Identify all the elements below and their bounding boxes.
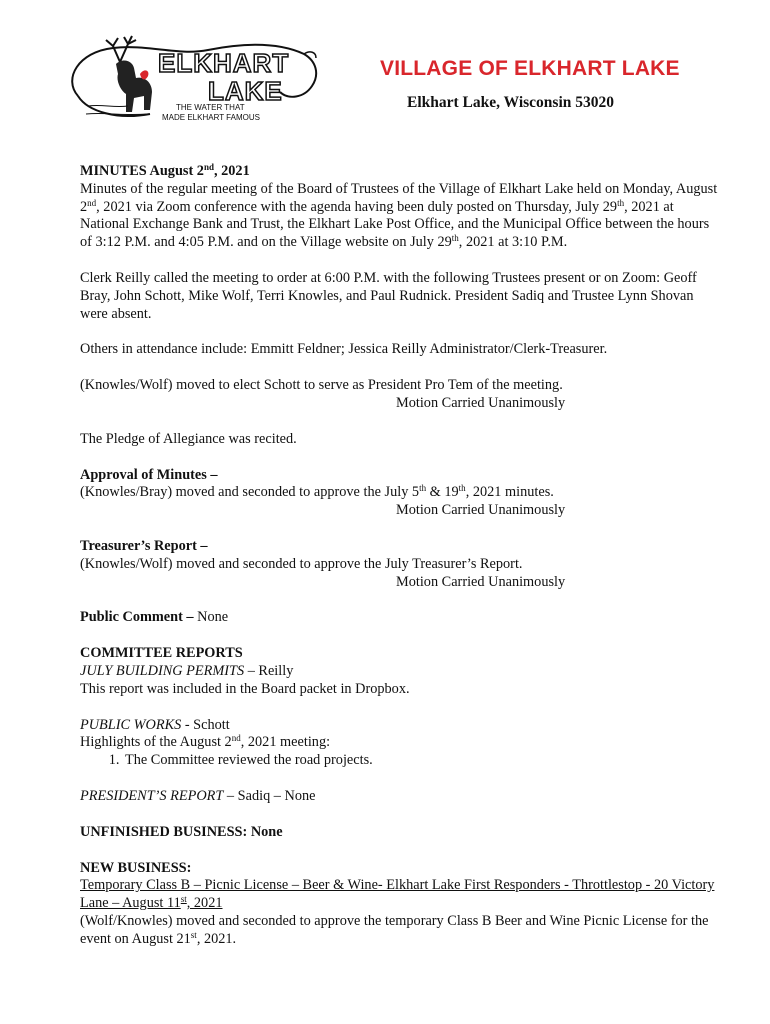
logo-tagline-2: MADE ELKHART FAMOUS [162,113,260,122]
motion-result: Motion Carried Unanimously [396,502,566,519]
intro-paragraph: Minutes of the regular meeting of the Board of Trustees of the Village of Elkhart Lake held on Monday, August 2nd, 2021 via Zoom conference with the agenda having been duly posted on Thursday, July 29th, 2021 at National Exchange Bank and Trust, the Elkhart Lake Post Office, and the Municipal Office between the hours of 3:12 P.M. and 4:05 P.M. and on the Village website on July 29th, 2021 at 3:10 P.M. [80,180,718,251]
village-address: Elkhart Lake, Wisconsin 53020 [407,94,615,111]
approval-section: Approval of Minutes – (Knowles/Bray) moved and seconded to approve the July 5th & 19th, 2021 minutes. Motion Carried Unanimously [80,467,720,520]
village-title: VILLAGE OF ELKHART LAKE [380,57,680,80]
approval-heading: Approval of Minutes – [80,466,218,483]
logo-text-elkhart: ELKHART [158,48,290,78]
minutes-body [80,163,720,967]
list-item: 1. The Committee reviewed the road projects. [123,752,720,770]
new-business-section: NEW BUSINESS: Temporary Class B – Picnic License – Beer & Wine- Elkhart Lake First Responders - Throttlestop - 20 Victory Lane – August 11st, 2021 (Wolf/Knowles) moved and seconded to approve the temporary Class B Beer and Wine Picnic License for the event on August 21st, 2021. [80,859,715,947]
roll-call-paragraph: Clerk Reilly called the meeting to order at 6:00 P.M. with the following Trustees present or on Zoom: Geoff Bray, John Schott, Mike Wolf, Terri Knowles, and Paul Rudnick. President Sadiq and Trustee Lynn Shovan were absent. [80,269,697,322]
public-comment: Public Comment – None [80,609,229,626]
motion-result: Motion Carried Unanimously [396,394,566,411]
committee-reports: COMMITTEE REPORTS JULY BUILDING PERMITS – Reilly This report was included in the Board packet in Dropbox. [80,645,410,697]
unfinished-business: UNFINISHED BUSINESS: None [80,823,283,840]
logo-tagline-1: THE WATER THAT [176,103,245,112]
public-works-list [80,752,720,770]
new-business-heading: NEW BUSINESS: [80,859,192,876]
attendance-paragraph: Others in attendance include: Emmitt Feldner; Jessica Reilly Administrator/Clerk-Treasurer. [80,341,608,358]
pledge-paragraph: The Pledge of Allegiance was recited. [80,430,297,447]
president-report: PRESIDENT’S REPORT – Sadiq – None [80,787,316,804]
logo-text-lake: LAKE [208,76,283,106]
minutes-heading: MINUTES August 2nd, 2021 [80,162,250,179]
village-logo [58,34,320,134]
treasurer-section: Treasurer’s Report – (Knowles/Wolf) moved and seconded to approve the July Treasurer’s Report. Motion Carried Unanimously [80,538,720,591]
public-works-section: PUBLIC WORKS - Schott Highlights of the August 2nd, 2021 meeting: 1. The Committee reviewed the road projects. [80,717,720,770]
treasurer-heading: Treasurer’s Report – [80,537,208,554]
pro-tem-paragraph: (Knowles/Wolf) moved to elect Schott to serve as President Pro Tem of the meeting. Motion Carried Unanimously [80,377,720,413]
motion-result: Motion Carried Unanimously [396,573,566,590]
committee-heading: COMMITTEE REPORTS [80,645,243,662]
